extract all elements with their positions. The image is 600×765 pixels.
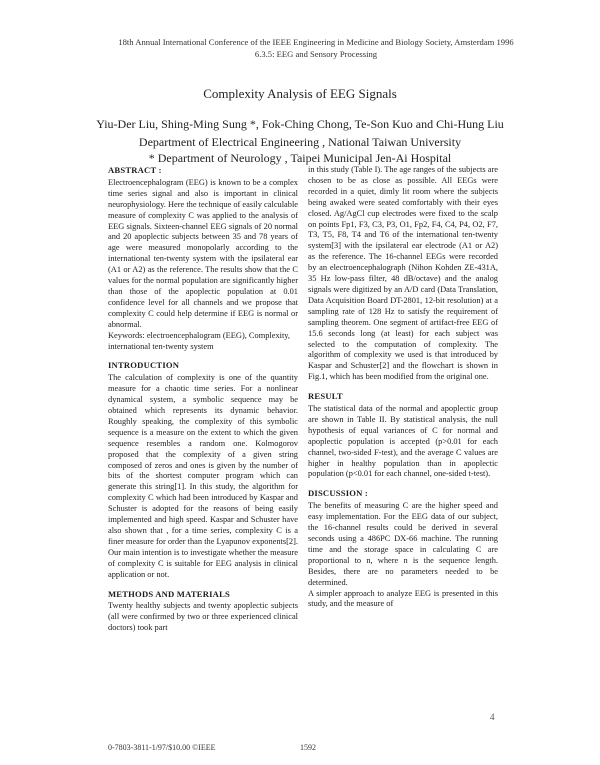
paper-authors: Yiu-Der Liu, Shing-Ming Sung *, Fok-Ching Chong, Te-Son Kuo and Chi-Hung Liu [96, 117, 504, 131]
discussion-text-2: A simpler approach to analyze EEG is presented in this study, and the measure of [308, 588, 498, 609]
methods-heading: METHODS AND MATERIALS [108, 588, 230, 599]
right-column [308, 165, 498, 610]
methods-text: Twenty healthy subjects and twenty apoplectic subjects (all were confirmed by two or three experienced clinical doctors) took part [108, 601, 298, 633]
conference-line-1: 18th Annual International Conference of the IEEE Engineering in Medicine and Biology Society, Amsterdam 1996 [118, 37, 514, 47]
introduction-text: The calculation of complexity is one of the quantity measure for a chaotic time series. For a nonlinear dynamical system, a symbolic sequence may be obtained which represents its dynamic behavior. Roughly speaking, the complexity of this symbolic sequence is a measure on the extent to which the given sequence resembles a random one. Kolmogorov proposed that the complexity of a given string composed of zeros and ones is given by the number of bits of the shortest computer program which can generate this string[1]. In this study, the algorithm for complexity C which had been introduced by Kaspar and Schuster is adopted for the reasons of being easily implemented and high speed. Kaspar and Schuster have also shown that , for a time series, complexity C is a finer measure for order than the Lyapunov exponents[2]. Our main intention is to investigate whether the measure of complexity C is suitable for EEG analysis in clinical application or not. [108, 373, 298, 579]
result-text: The statistical data of the normal and apoplectic group are shown in Table II. By statistical analysis, the null hypothesis of equal variances of C for normal and apoplectic population is accepted (p>0.01 for each channel, two-sided F-test), and the average C values are higher in healthy population than in apoplectic population (p<0.01 for each channel, one-sided t-test). [308, 404, 498, 479]
conference-header [96, 36, 536, 60]
footer-copyright: 0-7803-3811-1/97/$10.00 ©IEEE [108, 743, 216, 752]
discussion-heading: DISCUSSION : [308, 488, 368, 499]
conference-line-2: 6.3.5: EEG and Sensory Processing [254, 49, 378, 59]
paper-title: Complexity Analysis of EEG Signals [203, 86, 397, 101]
page-mark: 4 [490, 712, 495, 722]
affiliation-2: * Department of Neurology , Taipei Municipal Jen-Ai Hospital [148, 151, 452, 165]
introduction-heading: INTRODUCTION [108, 360, 180, 371]
keywords: Keywords: electroencephalogram (EEG), Complexity, international ten-twenty system [108, 330, 291, 351]
abstract-heading: ABSTRACT : [108, 165, 162, 175]
abstract-text: Electroencephalogram (EEG) is known to be a complex time series signal and also is important in clinical neurophysiology. Here the technique of easily calculable measure of complexity C was applied to the analysis of EEG signals. Sixteen-channel EEG signals of 20 normal and 20 apoplectic subjects between 35 and 78 years of age were measured monopolarly according to the international ten-twenty system with the ipsilateral ear (A1 or A2) as the reference. The results show that the C values for the normal population are significantly higher than those of the apoplectic population at 0.01 confidence level for all channels and we propose that complexity C could help determine if EEG is normal or abnormal. [108, 177, 298, 329]
affiliation-1: Department of Electrical Engineering , National Taiwan University [138, 135, 462, 149]
methods-continued-text: in this study (Table I). The age ranges of the subjects are chosen to be as close as possible. All EEGs were recorded in a quiet, dimly lit room where the subjects being awaked were seated comfortably with their eyes closed. Ag/AgCl cup electrodes were fixed to the scalp on points Fp1, F3, C3, P3, O1, Fp2, F4, C4, P4, O2, F7, T3, T5, F8, T4 and T6 of the international ten-twenty system[3] with the ipsilateral ear electrode (A1 or A2) as the reference. The 16-channel EEGs were recorded by an electroencephalograph (Nihon Kohden ZE-431A, 35 Hz low-pass filter, 48 dB/octave) and the analog signals were digitized by an A/D card (Data Translation, Data Acquisition Board DT-2801, 12-bit resolution) at a sampling rate of 128 Hz to satisfy the requirement of sampling theorem. One segment of artifact-free EEG of 15.6 seconds long (at least) for each subject was selected to the computation of complexity. The algorithm of complexity we used is that introduced by Kaspar and Schuster[2] and the flowchart is shown in Fig.1, which has been modified from the original one. [308, 165, 498, 382]
discussion-text: The benefits of measuring C are the higher speed and easy implementation. For the EEG data of our subject, the 16-channel results could be derived in several seconds using a 486PC DX-66 machine. The running time and the storage space in calculating C are proportional to n, where n is the sequence length. Besides, there are no parameters needed to be determined. [308, 501, 498, 587]
page-number: 1592 [300, 743, 316, 752]
left-column [108, 165, 298, 634]
result-heading: RESULT [308, 391, 343, 402]
